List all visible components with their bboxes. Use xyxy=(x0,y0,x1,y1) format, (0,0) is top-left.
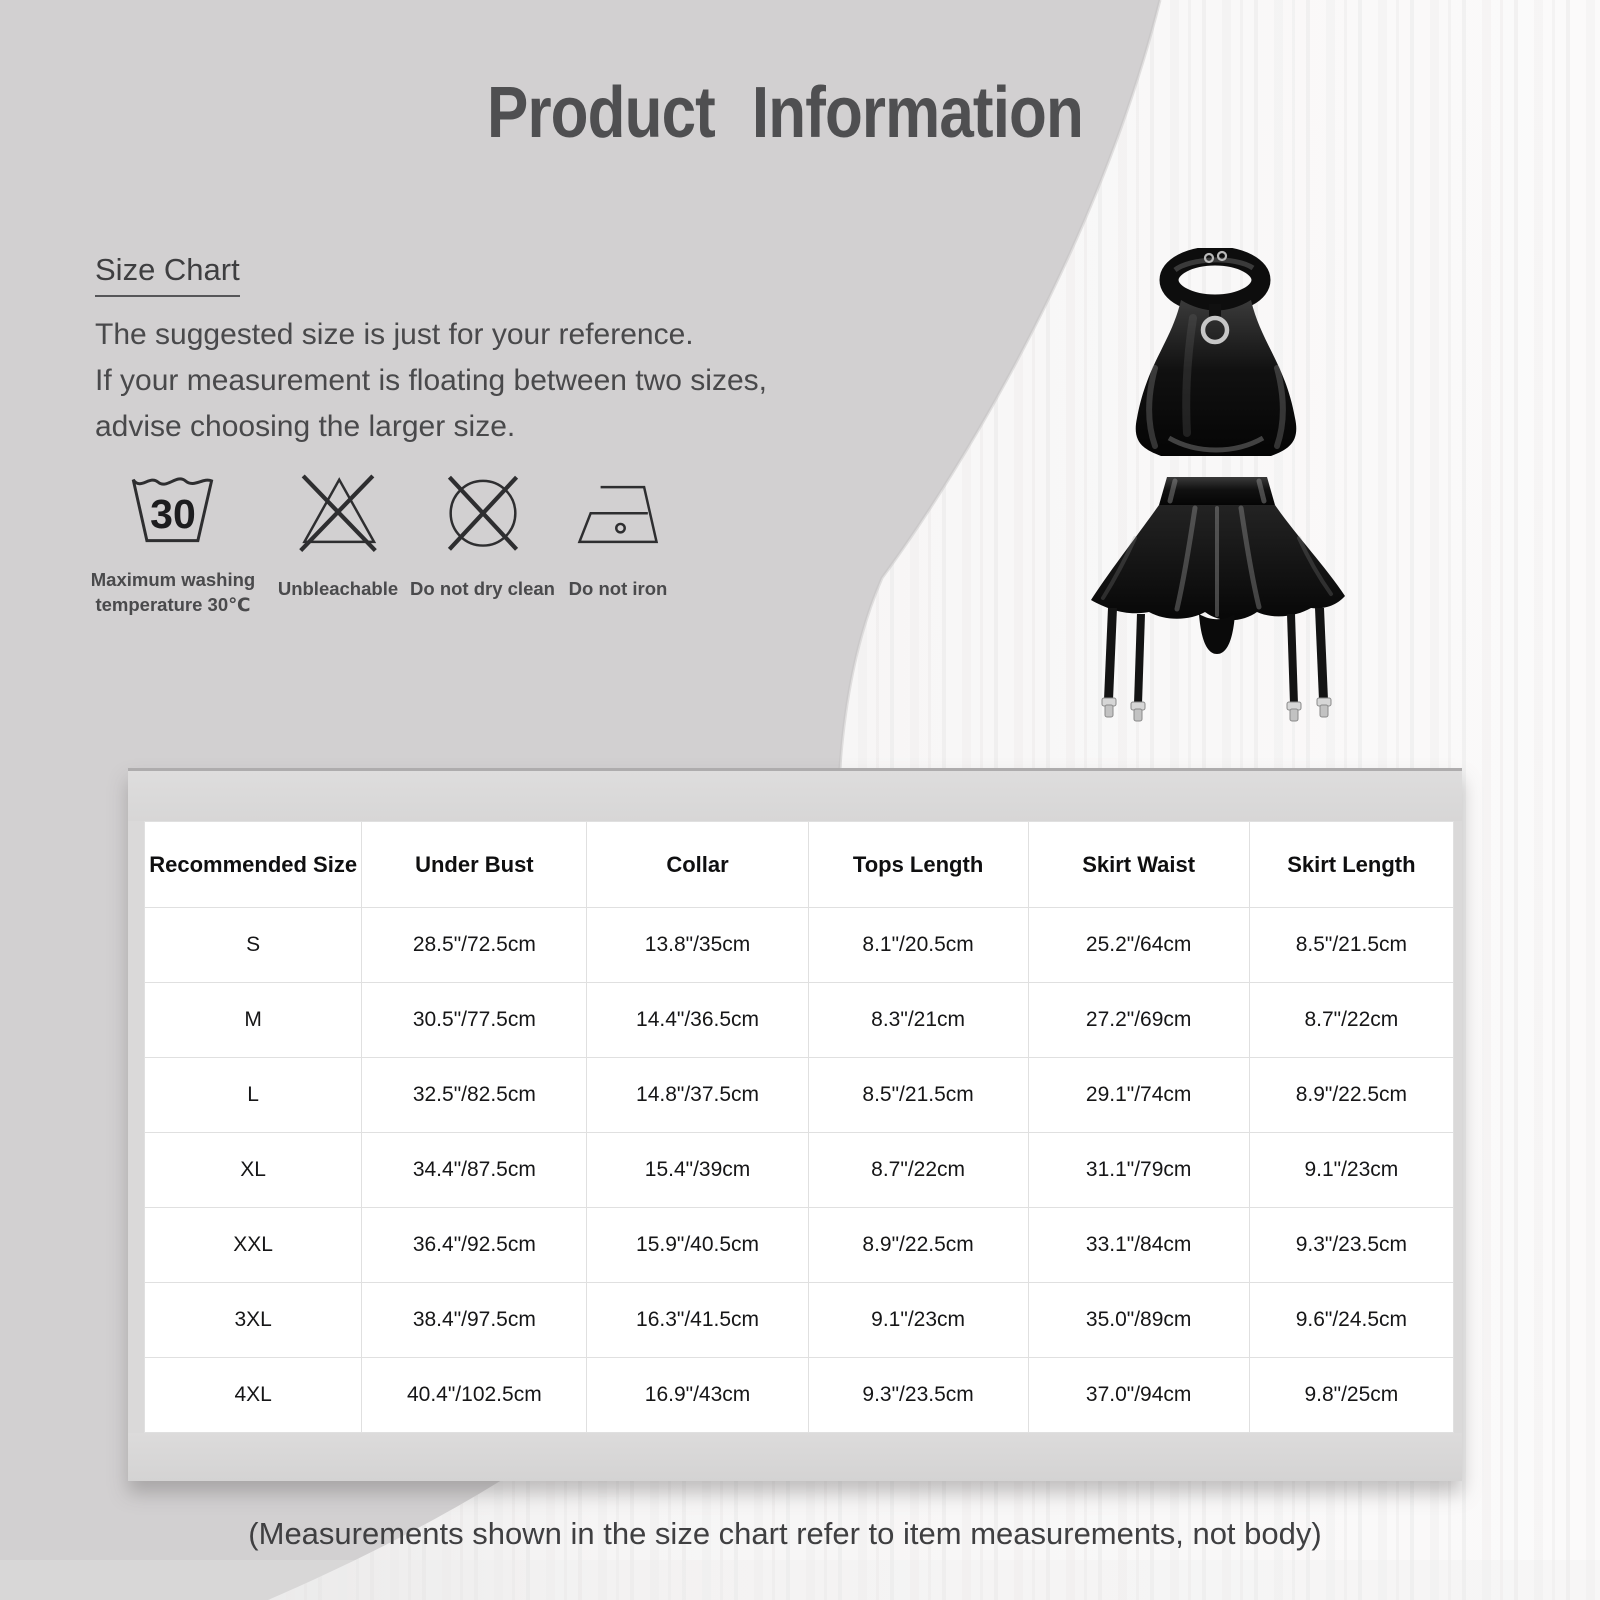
care-item-do-not-dry-clean xyxy=(405,466,560,601)
size-note-line: advise choosing the larger size. xyxy=(95,410,516,443)
size-note-line: If your measurement is floating between two sizes, xyxy=(95,364,767,397)
table-cell: 15.4"/39cm xyxy=(587,1133,808,1208)
care-item-unbleachable xyxy=(262,466,414,601)
care-label: Do not iron xyxy=(568,578,668,599)
table-row xyxy=(145,1358,1454,1433)
size-table-card xyxy=(128,768,1462,1481)
column-header: Tops Length xyxy=(808,822,1028,908)
table-cell: 4XL xyxy=(145,1358,362,1433)
size-table-wrap xyxy=(144,821,1454,1433)
do-not-dry-clean-icon xyxy=(433,466,533,558)
table-cell: 35.0"/89cm xyxy=(1028,1283,1249,1358)
table-cell: 38.4"/97.5cm xyxy=(362,1283,587,1358)
size-chart-heading: Size Chart xyxy=(95,252,240,297)
table-cell: 8.7"/22cm xyxy=(1249,983,1453,1058)
table-cell: 34.4"/87.5cm xyxy=(362,1133,587,1208)
table-cell: 32.5"/82.5cm xyxy=(362,1058,587,1133)
do-not-iron-icon xyxy=(568,466,668,558)
column-header: Skirt Waist xyxy=(1028,822,1249,908)
table-cell: 3XL xyxy=(145,1283,362,1358)
table-cell: 13.8"/35cm xyxy=(587,908,808,983)
page-title: Product Information xyxy=(487,73,1083,153)
do-not-bleach-icon xyxy=(288,466,388,558)
table-cell: 8.5"/21.5cm xyxy=(808,1058,1028,1133)
table-cell: 25.2"/64cm xyxy=(1028,908,1249,983)
table-cell: 8.7"/22cm xyxy=(808,1133,1028,1208)
table-cell: S xyxy=(145,908,362,983)
table-row xyxy=(145,1133,1454,1208)
table-cell: 9.3"/23.5cm xyxy=(808,1358,1028,1433)
table-cell: 9.8"/25cm xyxy=(1249,1358,1453,1433)
care-label: Unbleachable xyxy=(277,578,399,599)
wash-30-icon xyxy=(123,466,223,558)
table-cell: 33.1"/84cm xyxy=(1028,1208,1249,1283)
table-cell: 27.2"/69cm xyxy=(1028,983,1249,1058)
table-cell: XXL xyxy=(145,1208,362,1283)
garment-set-illustration xyxy=(1075,248,1350,722)
table-cell: 15.9"/40.5cm xyxy=(587,1208,808,1283)
wash-temp-value: 30 xyxy=(150,491,196,538)
table-row xyxy=(145,908,1454,983)
table-cell: 9.1"/23cm xyxy=(1249,1133,1453,1208)
table-cell: 36.4"/92.5cm xyxy=(362,1208,587,1283)
card-bottom-strip xyxy=(128,1433,1462,1481)
column-header: Collar xyxy=(587,822,808,908)
care-item-do-not-iron xyxy=(548,466,688,601)
table-cell: 16.3"/41.5cm xyxy=(587,1283,808,1358)
table-cell: 14.4"/36.5cm xyxy=(587,983,808,1058)
column-header: Recommended Size xyxy=(145,822,362,908)
care-label: Do not dry clean xyxy=(410,578,555,599)
size-chart-note xyxy=(95,252,915,450)
crop-top xyxy=(1136,300,1297,456)
column-header: Skirt Length xyxy=(1249,822,1453,908)
flared-skirt xyxy=(1091,477,1345,620)
product-photo xyxy=(1075,248,1350,722)
table-cell: 29.1"/74cm xyxy=(1028,1058,1249,1133)
measurement-footnote: (Measurements shown in the size chart refer to item measurements, not body) xyxy=(248,1516,1322,1551)
table-cell: 40.4"/102.5cm xyxy=(362,1358,587,1433)
table-cell: L xyxy=(145,1058,362,1133)
size-table xyxy=(144,821,1454,1433)
table-cell: 8.5"/21.5cm xyxy=(1249,908,1453,983)
card-top-strip xyxy=(128,771,1462,821)
table-cell: M xyxy=(145,983,362,1058)
column-header: Under Bust xyxy=(362,822,587,908)
table-header-row xyxy=(145,822,1454,908)
table-cell: XL xyxy=(145,1133,362,1208)
table-cell: 30.5"/77.5cm xyxy=(362,983,587,1058)
table-row xyxy=(145,1208,1454,1283)
table-row xyxy=(145,1058,1454,1133)
care-item-wash-30 xyxy=(88,466,258,617)
table-cell: 31.1"/79cm xyxy=(1028,1133,1249,1208)
table-cell: 8.9"/22.5cm xyxy=(808,1208,1028,1283)
thong-bottom xyxy=(1199,614,1235,654)
care-label: Maximum washing temperature 30℃ xyxy=(90,569,256,615)
table-cell: 37.0"/94cm xyxy=(1028,1358,1249,1433)
table-cell: 8.3"/21cm xyxy=(808,983,1028,1058)
table-row xyxy=(145,983,1454,1058)
table-row xyxy=(145,1283,1454,1358)
size-note-line: The suggested size is just for your reference. xyxy=(95,318,694,351)
table-cell: 9.3"/23.5cm xyxy=(1249,1208,1453,1283)
choker-collar xyxy=(1169,252,1261,304)
table-cell: 9.6"/24.5cm xyxy=(1249,1283,1453,1358)
table-cell: 8.1"/20.5cm xyxy=(808,908,1028,983)
table-cell: 9.1"/23cm xyxy=(808,1283,1028,1358)
table-cell: 14.8"/37.5cm xyxy=(587,1058,808,1133)
table-cell: 8.9"/22.5cm xyxy=(1249,1058,1453,1133)
table-cell: 28.5"/72.5cm xyxy=(362,908,587,983)
table-cell: 16.9"/43cm xyxy=(587,1358,808,1433)
